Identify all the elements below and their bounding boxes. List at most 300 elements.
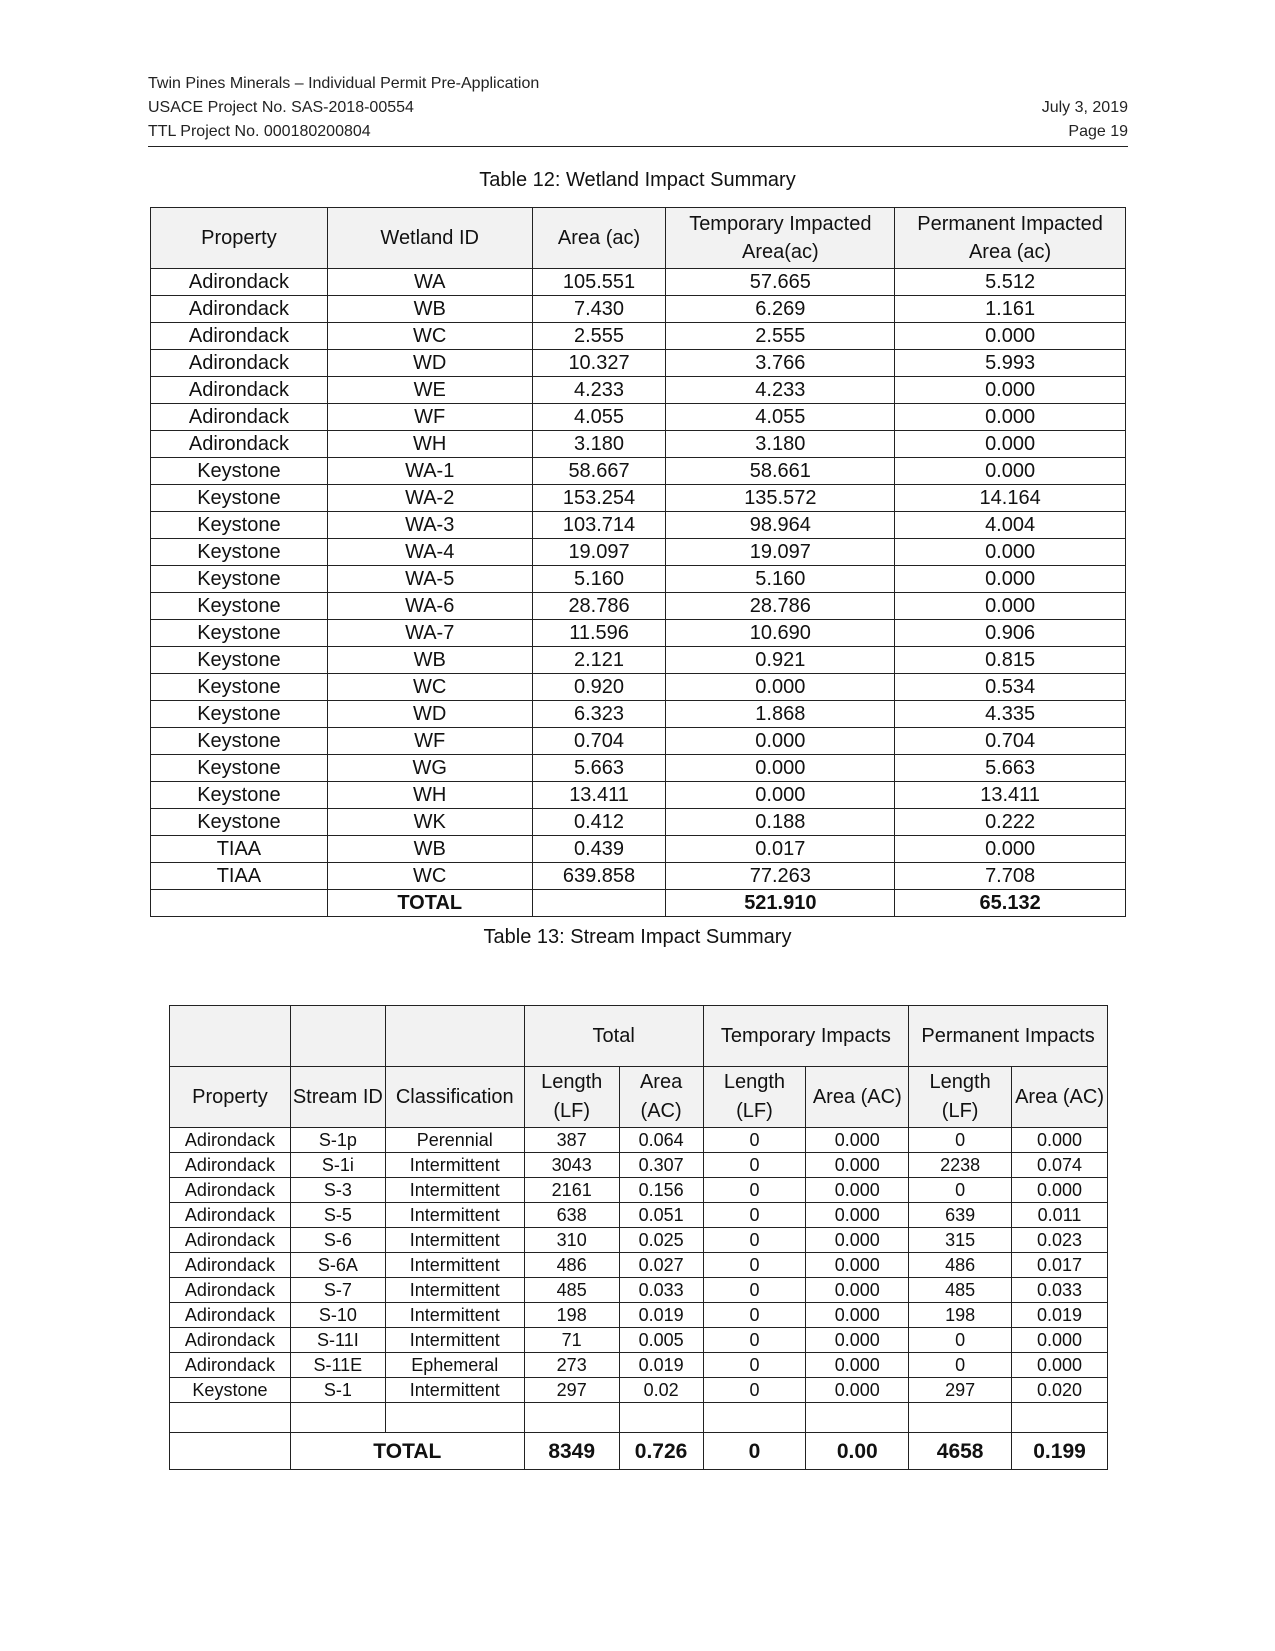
col-header-classification: Classification [385, 1067, 524, 1128]
table13-caption: Table 13: Stream Impact Summary [483, 926, 792, 948]
cell-permanent-impacted: 4.004 [895, 512, 1126, 539]
cell-stream-id: S-1p [290, 1128, 385, 1153]
header-ttl-project-no: TTL Project No. 000180200804 [148, 123, 371, 140]
cell-property: Adirondack [170, 1303, 291, 1328]
cell-property: Adirondack [151, 350, 328, 377]
group-header-permanent-impacts: Permanent Impacts [909, 1006, 1108, 1067]
cell-classification: Intermittent [385, 1178, 524, 1203]
total-cell-area [532, 890, 666, 917]
cell-area: 639.858 [532, 863, 666, 890]
cell-permanent-area: 0.011 [1012, 1203, 1108, 1228]
cell-wetland-id: WD [327, 350, 532, 377]
cell-area: 6.323 [532, 701, 666, 728]
cell-temporary-impacted: 0.000 [666, 674, 895, 701]
table-row [170, 1353, 1108, 1378]
cell-permanent-impacted: 14.164 [895, 485, 1126, 512]
total-cell-permanent-area: 0.199 [1012, 1433, 1108, 1470]
cell-wetland-id: WD [327, 701, 532, 728]
col-header-area: Area (ac) [532, 208, 666, 269]
table13-group-header-row [170, 1006, 1108, 1067]
cell-property: Keystone [170, 1378, 291, 1403]
cell-permanent-area: 0.023 [1012, 1228, 1108, 1253]
col-header-wetland-id: Wetland ID [327, 208, 532, 269]
cell-property: Adirondack [151, 269, 328, 296]
cell-property: Adirondack [170, 1328, 291, 1353]
cell-area: 0.439 [532, 836, 666, 863]
cell-property: Keystone [151, 755, 328, 782]
cell-permanent-length: 297 [909, 1378, 1012, 1403]
cell-permanent-impacted: 5.663 [895, 755, 1126, 782]
cell-total-length: 387 [524, 1128, 619, 1153]
group-header-temporary-impacts: Temporary Impacts [703, 1006, 909, 1067]
cell-temporary-area: 0.000 [806, 1378, 909, 1403]
col-header-total-area: Area (AC) [619, 1067, 703, 1128]
cell-property: Adirondack [170, 1203, 291, 1228]
cell-total-area: 0.156 [619, 1178, 703, 1203]
cell-area: 4.233 [532, 377, 666, 404]
col-header-property: Property [170, 1067, 291, 1128]
cell-property: Adirondack [151, 404, 328, 431]
cell-wetland-id: WC [327, 323, 532, 350]
cell-total-area: 0.02 [619, 1378, 703, 1403]
cell-permanent-area: 0.000 [1012, 1353, 1108, 1378]
cell-temporary-area: 0.000 [806, 1153, 909, 1178]
group-header-total: Total [524, 1006, 703, 1067]
cell-wetland-id: WH [327, 782, 532, 809]
cell-total-area: 0.033 [619, 1278, 703, 1303]
cell-property: Keystone [151, 512, 328, 539]
cell-wetland-id: WA-4 [327, 539, 532, 566]
cell-property: Keystone [151, 701, 328, 728]
cell-stream-id: S-1 [290, 1378, 385, 1403]
cell-stream-id: S-6 [290, 1228, 385, 1253]
cell-temporary-area: 0.000 [806, 1353, 909, 1378]
cell-classification [385, 1403, 524, 1433]
col-header-temporary-length: Length (LF) [703, 1067, 806, 1128]
cell-permanent-impacted: 0.815 [895, 647, 1126, 674]
table-row [151, 377, 1126, 404]
cell-property: Keystone [151, 647, 328, 674]
cell-permanent-impacted: 0.000 [895, 458, 1126, 485]
cell-classification: Intermittent [385, 1303, 524, 1328]
table-row [151, 350, 1126, 377]
cell-permanent-impacted: 0.704 [895, 728, 1126, 755]
cell-property: Keystone [151, 593, 328, 620]
cell-wetland-id: WA-2 [327, 485, 532, 512]
cell-total-length: 310 [524, 1228, 619, 1253]
table-row [151, 647, 1126, 674]
cell-classification: Intermittent [385, 1203, 524, 1228]
cell-permanent-impacted: 0.000 [895, 593, 1126, 620]
cell-stream-id: S-3 [290, 1178, 385, 1203]
cell-temporary-length: 0 [703, 1378, 806, 1403]
table-row [151, 620, 1126, 647]
cell-area: 19.097 [532, 539, 666, 566]
group-header-blank [170, 1006, 291, 1067]
cell-temporary-area: 0.000 [806, 1228, 909, 1253]
cell-wetland-id: WC [327, 863, 532, 890]
cell-property: Adirondack [170, 1228, 291, 1253]
cell-total-length: 486 [524, 1253, 619, 1278]
table-row [151, 809, 1126, 836]
cell-area: 58.667 [532, 458, 666, 485]
cell-permanent-impacted: 0.534 [895, 674, 1126, 701]
cell-total-length: 273 [524, 1353, 619, 1378]
cell-temporary-impacted: 3.180 [666, 431, 895, 458]
cell-temporary-impacted: 3.766 [666, 350, 895, 377]
cell-total-length: 3043 [524, 1153, 619, 1178]
cell-area: 5.160 [532, 566, 666, 593]
table-row [151, 539, 1126, 566]
cell-temporary-area: 0.000 [806, 1328, 909, 1353]
table-row [151, 782, 1126, 809]
total-cell-total-area: 0.726 [619, 1433, 703, 1470]
cell-total-area: 0.027 [619, 1253, 703, 1278]
table-row [151, 431, 1126, 458]
table-total-row [170, 1433, 1108, 1470]
cell-permanent-length: 2238 [909, 1153, 1012, 1178]
cell-area: 3.180 [532, 431, 666, 458]
cell-total-length: 485 [524, 1278, 619, 1303]
cell-temporary-impacted: 5.160 [666, 566, 895, 593]
cell-permanent-impacted: 0.000 [895, 431, 1126, 458]
cell-permanent-impacted: 0.906 [895, 620, 1126, 647]
cell-classification: Intermittent [385, 1153, 524, 1178]
cell-total-area: 0.025 [619, 1228, 703, 1253]
cell-permanent-length: 0 [909, 1178, 1012, 1203]
total-cell-temporary-length: 0 [703, 1433, 806, 1470]
cell-stream-id: S-1i [290, 1153, 385, 1178]
cell-property: Adirondack [170, 1253, 291, 1278]
table12-caption: Table 12: Wetland Impact Summary [479, 169, 796, 191]
total-label: TOTAL [327, 890, 532, 917]
cell-area: 0.704 [532, 728, 666, 755]
cell-temporary-length: 0 [703, 1203, 806, 1228]
group-header-blank [385, 1006, 524, 1067]
cell-property: Keystone [151, 566, 328, 593]
cell-temporary-impacted: 0.000 [666, 728, 895, 755]
total-cell-total-length: 8349 [524, 1433, 619, 1470]
cell-temporary-length: 0 [703, 1303, 806, 1328]
cell-permanent-area: 0.017 [1012, 1253, 1108, 1278]
table-row [151, 755, 1126, 782]
cell-total-length: 198 [524, 1303, 619, 1328]
table-row [170, 1178, 1108, 1203]
cell-wetland-id: WA-7 [327, 620, 532, 647]
cell-stream-id: S-7 [290, 1278, 385, 1303]
cell-permanent-length: 0 [909, 1353, 1012, 1378]
table-row [151, 269, 1126, 296]
cell-temporary-impacted: 4.055 [666, 404, 895, 431]
cell-wetland-id: WB [327, 836, 532, 863]
table12-header-row [151, 208, 1126, 269]
cell-total-length: 297 [524, 1378, 619, 1403]
cell-stream-id: S-11I [290, 1328, 385, 1353]
stream-impact-table [169, 1005, 1108, 1470]
cell-permanent-length: 0 [909, 1328, 1012, 1353]
cell-wetland-id: WK [327, 809, 532, 836]
cell-classification: Perennial [385, 1128, 524, 1153]
header-project-no: USACE Project No. SAS-2018-00554 [148, 99, 414, 116]
cell-temporary-impacted: 28.786 [666, 593, 895, 620]
cell-total-length: 71 [524, 1328, 619, 1353]
cell-temporary-area: 0.000 [806, 1303, 909, 1328]
cell-permanent-impacted: 4.335 [895, 701, 1126, 728]
wetland-impact-table [150, 207, 1126, 917]
cell-permanent-impacted: 0.222 [895, 809, 1126, 836]
table-row [170, 1303, 1108, 1328]
table-row [151, 701, 1126, 728]
cell-permanent-impacted: 0.000 [895, 404, 1126, 431]
cell-area: 0.412 [532, 809, 666, 836]
cell-permanent-area: 0.020 [1012, 1378, 1108, 1403]
table-row [151, 485, 1126, 512]
cell-permanent-impacted: 7.708 [895, 863, 1126, 890]
table-row [151, 512, 1126, 539]
cell-total-area [619, 1403, 703, 1433]
col-header-property: Property [151, 208, 328, 269]
cell-wetland-id: WF [327, 404, 532, 431]
cell-total-area: 0.019 [619, 1353, 703, 1378]
cell-property: Adirondack [151, 323, 328, 350]
cell-property: Adirondack [151, 377, 328, 404]
cell-temporary-area: 0.000 [806, 1178, 909, 1203]
cell-wetland-id: WA-1 [327, 458, 532, 485]
total-cell-temporary-area: 0.00 [806, 1433, 909, 1470]
cell-permanent-length [909, 1403, 1012, 1433]
table-row [170, 1203, 1108, 1228]
cell-permanent-area: 0.000 [1012, 1328, 1108, 1353]
col-header-permanent-impacted: Permanent Impacted Area (ac) [895, 208, 1126, 269]
cell-stream-id [290, 1403, 385, 1433]
cell-area: 13.411 [532, 782, 666, 809]
table13-header-row [170, 1067, 1108, 1128]
cell-temporary-impacted: 77.263 [666, 863, 895, 890]
cell-temporary-impacted: 6.269 [666, 296, 895, 323]
cell-classification: Ephemeral [385, 1353, 524, 1378]
cell-wetland-id: WA [327, 269, 532, 296]
total-cell-temporary-impacted: 521.910 [666, 890, 895, 917]
cell-wetland-id: WH [327, 431, 532, 458]
cell-temporary-length: 0 [703, 1278, 806, 1303]
cell-permanent-impacted: 0.000 [895, 836, 1126, 863]
cell-temporary-impacted: 1.868 [666, 701, 895, 728]
cell-permanent-impacted: 0.000 [895, 377, 1126, 404]
cell-temporary-impacted: 57.665 [666, 269, 895, 296]
cell-permanent-area: 0.019 [1012, 1303, 1108, 1328]
cell-permanent-impacted: 1.161 [895, 296, 1126, 323]
col-header-temporary-impacted: Temporary Impacted Area(ac) [666, 208, 895, 269]
cell-temporary-impacted: 0.921 [666, 647, 895, 674]
header-title: Twin Pines Minerals – Individual Permit Pre-Application [148, 75, 540, 92]
cell-total-area: 0.019 [619, 1303, 703, 1328]
cell-property: Adirondack [170, 1178, 291, 1203]
table-row [170, 1253, 1108, 1278]
cell-temporary-impacted: 0.000 [666, 782, 895, 809]
cell-wetland-id: WA-3 [327, 512, 532, 539]
table-row [170, 1278, 1108, 1303]
cell-stream-id: S-10 [290, 1303, 385, 1328]
cell-property: Keystone [151, 809, 328, 836]
table-row [151, 296, 1126, 323]
cell-wetland-id: WB [327, 647, 532, 674]
group-header-blank [290, 1006, 385, 1067]
cell-temporary-length: 0 [703, 1178, 806, 1203]
cell-property: Keystone [151, 485, 328, 512]
table-row [170, 1128, 1108, 1153]
cell-total-area: 0.005 [619, 1328, 703, 1353]
cell-temporary-length: 0 [703, 1128, 806, 1153]
cell-temporary-impacted: 19.097 [666, 539, 895, 566]
cell-property: Adirondack [170, 1153, 291, 1178]
cell-classification: Intermittent [385, 1328, 524, 1353]
cell-temporary-length: 0 [703, 1328, 806, 1353]
cell-classification: Intermittent [385, 1378, 524, 1403]
cell-property: Adirondack [170, 1128, 291, 1153]
cell-area: 5.663 [532, 755, 666, 782]
cell-temporary-impacted: 2.555 [666, 323, 895, 350]
cell-classification: Intermittent [385, 1278, 524, 1303]
table-row [151, 728, 1126, 755]
total-cell-property [151, 890, 328, 917]
cell-wetland-id: WG [327, 755, 532, 782]
cell-wetland-id: WE [327, 377, 532, 404]
total-label: TOTAL [290, 1433, 524, 1470]
cell-temporary-area: 0.000 [806, 1128, 909, 1153]
cell-property [170, 1403, 291, 1433]
cell-temporary-area [806, 1403, 909, 1433]
cell-property: Adirondack [170, 1278, 291, 1303]
cell-permanent-length: 198 [909, 1303, 1012, 1328]
cell-total-length: 638 [524, 1203, 619, 1228]
cell-stream-id: S-5 [290, 1203, 385, 1228]
cell-permanent-impacted: 5.512 [895, 269, 1126, 296]
cell-permanent-area: 0.000 [1012, 1178, 1108, 1203]
cell-total-length: 2161 [524, 1178, 619, 1203]
table-row [151, 863, 1126, 890]
table-total-row [151, 890, 1126, 917]
cell-temporary-impacted: 135.572 [666, 485, 895, 512]
total-cell-permanent-impacted: 65.132 [895, 890, 1126, 917]
table-row [170, 1153, 1108, 1178]
cell-wetland-id: WA-5 [327, 566, 532, 593]
cell-temporary-impacted: 58.661 [666, 458, 895, 485]
cell-area: 7.430 [532, 296, 666, 323]
table-row [170, 1328, 1108, 1353]
cell-permanent-length: 486 [909, 1253, 1012, 1278]
table-row [151, 404, 1126, 431]
col-header-stream-id: Stream ID [290, 1067, 385, 1128]
cell-classification: Intermittent [385, 1253, 524, 1278]
cell-area: 11.596 [532, 620, 666, 647]
col-header-permanent-length: Length (LF) [909, 1067, 1012, 1128]
cell-permanent-area: 0.000 [1012, 1128, 1108, 1153]
header-date: July 3, 2019 [1041, 99, 1128, 116]
table-row [170, 1378, 1108, 1403]
cell-permanent-length: 639 [909, 1203, 1012, 1228]
cell-total-length [524, 1403, 619, 1433]
total-cell-blank [170, 1433, 291, 1470]
cell-temporary-impacted: 98.964 [666, 512, 895, 539]
cell-area: 105.551 [532, 269, 666, 296]
table-row [151, 323, 1126, 350]
cell-property: Keystone [151, 782, 328, 809]
cell-property: Keystone [151, 620, 328, 647]
cell-area: 103.714 [532, 512, 666, 539]
cell-permanent-impacted: 0.000 [895, 566, 1126, 593]
cell-area: 28.786 [532, 593, 666, 620]
cell-temporary-length: 0 [703, 1153, 806, 1178]
cell-temporary-length [703, 1403, 806, 1433]
cell-temporary-length: 0 [703, 1228, 806, 1253]
cell-property: TIAA [151, 836, 328, 863]
cell-permanent-length: 315 [909, 1228, 1012, 1253]
cell-temporary-area: 0.000 [806, 1253, 909, 1278]
cell-permanent-area: 0.074 [1012, 1153, 1108, 1178]
table-row [151, 458, 1126, 485]
cell-wetland-id: WF [327, 728, 532, 755]
cell-permanent-impacted: 0.000 [895, 539, 1126, 566]
cell-total-area: 0.064 [619, 1128, 703, 1153]
cell-wetland-id: WC [327, 674, 532, 701]
cell-property: Keystone [151, 674, 328, 701]
header-page-number: Page 19 [1068, 123, 1128, 140]
col-header-total-length: Length (LF) [524, 1067, 619, 1128]
table-row [151, 836, 1126, 863]
cell-wetland-id: WB [327, 296, 532, 323]
cell-permanent-impacted: 0.000 [895, 323, 1126, 350]
cell-stream-id: S-6A [290, 1253, 385, 1278]
cell-property: Adirondack [151, 431, 328, 458]
cell-property: Adirondack [151, 296, 328, 323]
cell-wetland-id: WA-6 [327, 593, 532, 620]
cell-property: TIAA [151, 863, 328, 890]
cell-property: Keystone [151, 458, 328, 485]
cell-permanent-impacted: 5.993 [895, 350, 1126, 377]
cell-area: 10.327 [532, 350, 666, 377]
cell-property: Keystone [151, 539, 328, 566]
cell-temporary-impacted: 0.017 [666, 836, 895, 863]
page-header [148, 72, 1128, 147]
table-row [170, 1228, 1108, 1253]
table-row [151, 566, 1126, 593]
cell-permanent-length: 0 [909, 1128, 1012, 1153]
cell-area: 2.555 [532, 323, 666, 350]
table-row-empty [170, 1403, 1108, 1433]
cell-temporary-area: 0.000 [806, 1203, 909, 1228]
cell-classification: Intermittent [385, 1228, 524, 1253]
cell-property: Adirondack [170, 1353, 291, 1378]
cell-permanent-area [1012, 1403, 1108, 1433]
cell-permanent-length: 485 [909, 1278, 1012, 1303]
col-header-temporary-area: Area (AC) [806, 1067, 909, 1128]
cell-total-area: 0.307 [619, 1153, 703, 1178]
cell-area: 153.254 [532, 485, 666, 512]
col-header-permanent-area: Area (AC) [1012, 1067, 1108, 1128]
cell-area: 2.121 [532, 647, 666, 674]
cell-temporary-impacted: 10.690 [666, 620, 895, 647]
cell-temporary-impacted: 4.233 [666, 377, 895, 404]
cell-total-area: 0.051 [619, 1203, 703, 1228]
cell-area: 4.055 [532, 404, 666, 431]
cell-temporary-impacted: 0.000 [666, 755, 895, 782]
cell-permanent-impacted: 13.411 [895, 782, 1126, 809]
table-row [151, 593, 1126, 620]
cell-temporary-area: 0.000 [806, 1278, 909, 1303]
cell-temporary-length: 0 [703, 1353, 806, 1378]
cell-stream-id: S-11E [290, 1353, 385, 1378]
cell-temporary-length: 0 [703, 1253, 806, 1278]
